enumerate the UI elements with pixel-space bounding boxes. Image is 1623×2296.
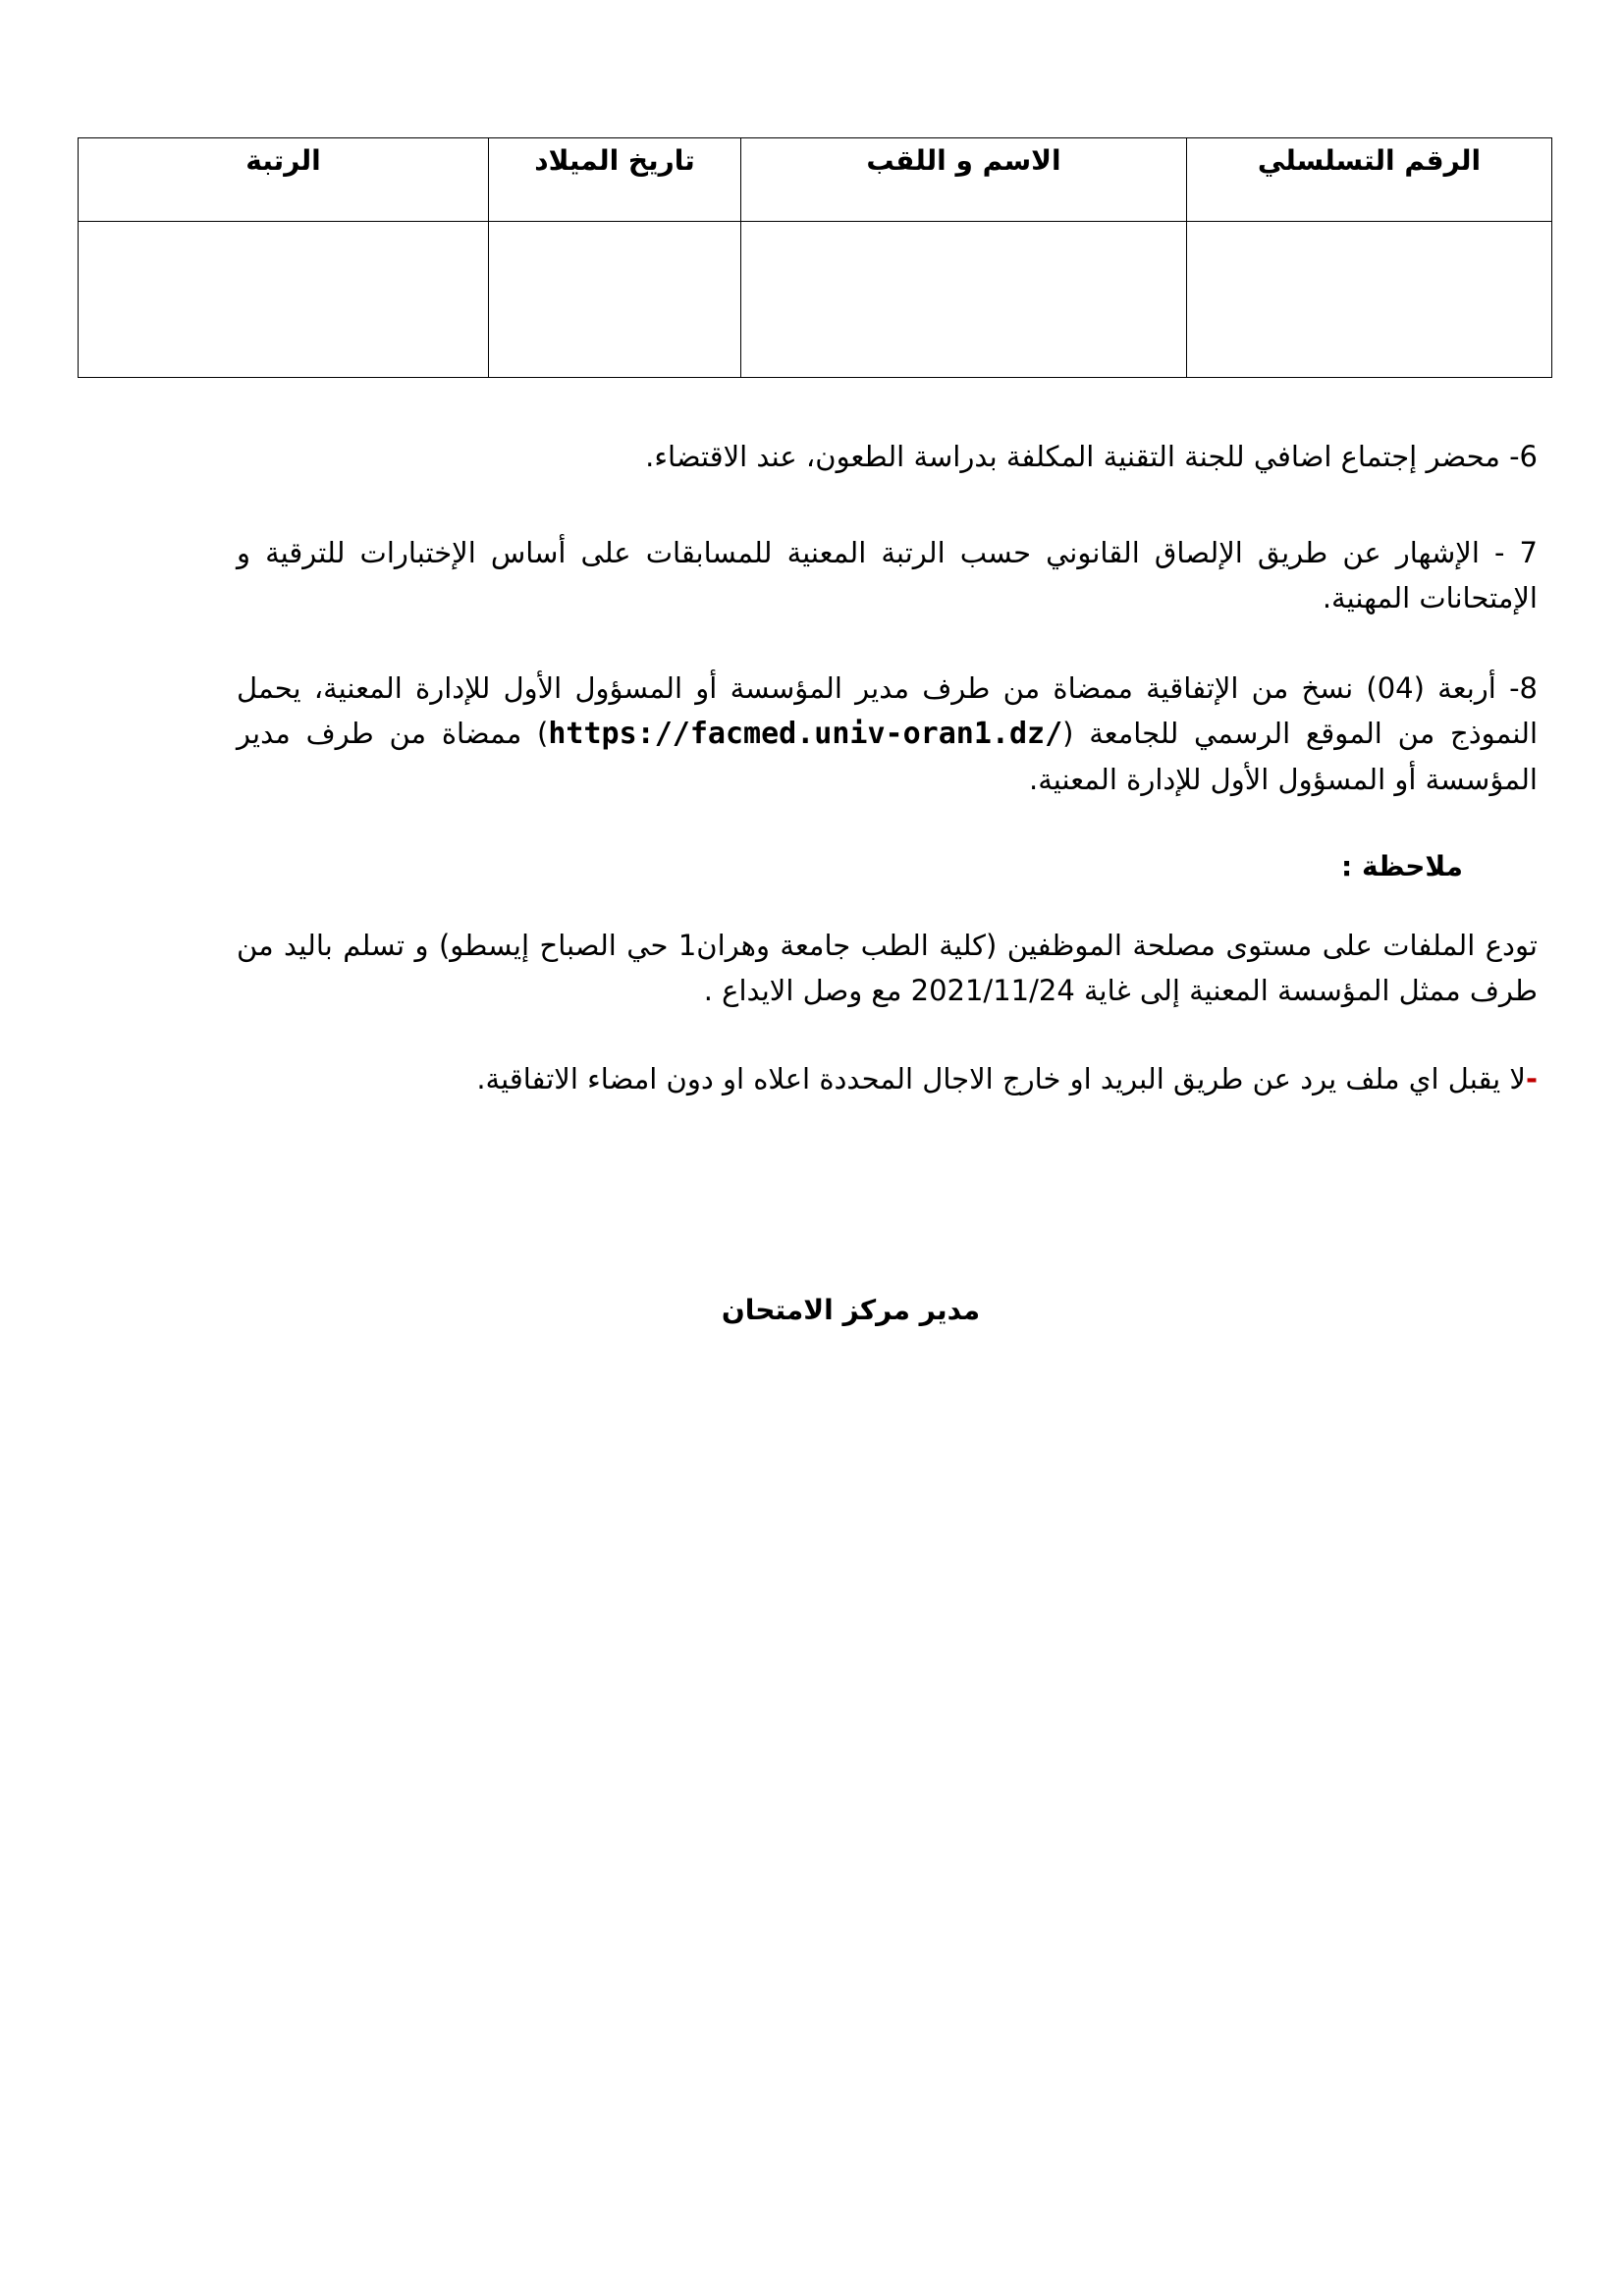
rejection-note: [237, 1056, 1538, 1101]
signature-label: مدير مركز الامتحان: [721, 1294, 981, 1326]
table-cell-name: [741, 222, 1187, 378]
header-rank: الرتبة: [79, 138, 489, 222]
item-6: 6- محضر إجتماع اضافي للجنة التقنية المكلفة بدراسة الطعون، عند الاقتضاء.: [645, 440, 1538, 473]
header-birth-date: تاريخ الميلاد: [489, 138, 741, 222]
item-7: 7 - الإشهار عن طريق الإلصاق القانوني حسب الرتبة المعنية للمسابقات على أساس الإختبارات للترقية و الإمتحانات المهنية.: [237, 536, 1538, 614]
header-serial-number: الرقم التسلسلي: [1187, 138, 1552, 222]
candidates-table: [78, 137, 1552, 378]
item-8-text-end: ) ممضاة من طرف مدير المؤسسة أو المسؤول الأول للإدارة المعنية.: [237, 717, 1538, 796]
red-dash-marker: -: [1525, 1062, 1538, 1095]
table-cell-rank: [79, 222, 489, 378]
header-full-name: الاسم و اللقب: [741, 138, 1187, 222]
table-row: [79, 222, 1552, 378]
item-8-text-start: 8- أربعة (04) نسخ من الإتفاقية ممضاة من طرف مدير المؤسسة أو المسؤول الأول للإدارة المعنية، يحمل النموذج من الموقع الرسمي للجامعة (: [237, 671, 1538, 750]
table-cell-serial: [1187, 222, 1552, 378]
university-website-link[interactable]: https://facmed.univ-oran1.dz/: [548, 717, 1063, 751]
signature-title: [0, 1294, 1623, 1326]
item-8: [237, 666, 1538, 802]
note-heading: ملاحظة :: [1341, 850, 1463, 882]
table-header-row: [79, 138, 1552, 222]
rejection-text: لا يقبل اي ملف يرد عن طريق البريد او خارج الاجال المحددة اعلاه او دون امضاء الاتفاقية.: [476, 1062, 1526, 1095]
table-cell-birth: [489, 222, 741, 378]
deposit-note: تودع الملفات على مستوى مصلحة الموظفين (كلية الطب جامعة وهران1 حي الصباح إيسطو) و تسلم باليد من طرف ممثل المؤسسة المعنية إلى غاية 2021/11/24 مع وصل الايداع .: [237, 929, 1538, 1007]
